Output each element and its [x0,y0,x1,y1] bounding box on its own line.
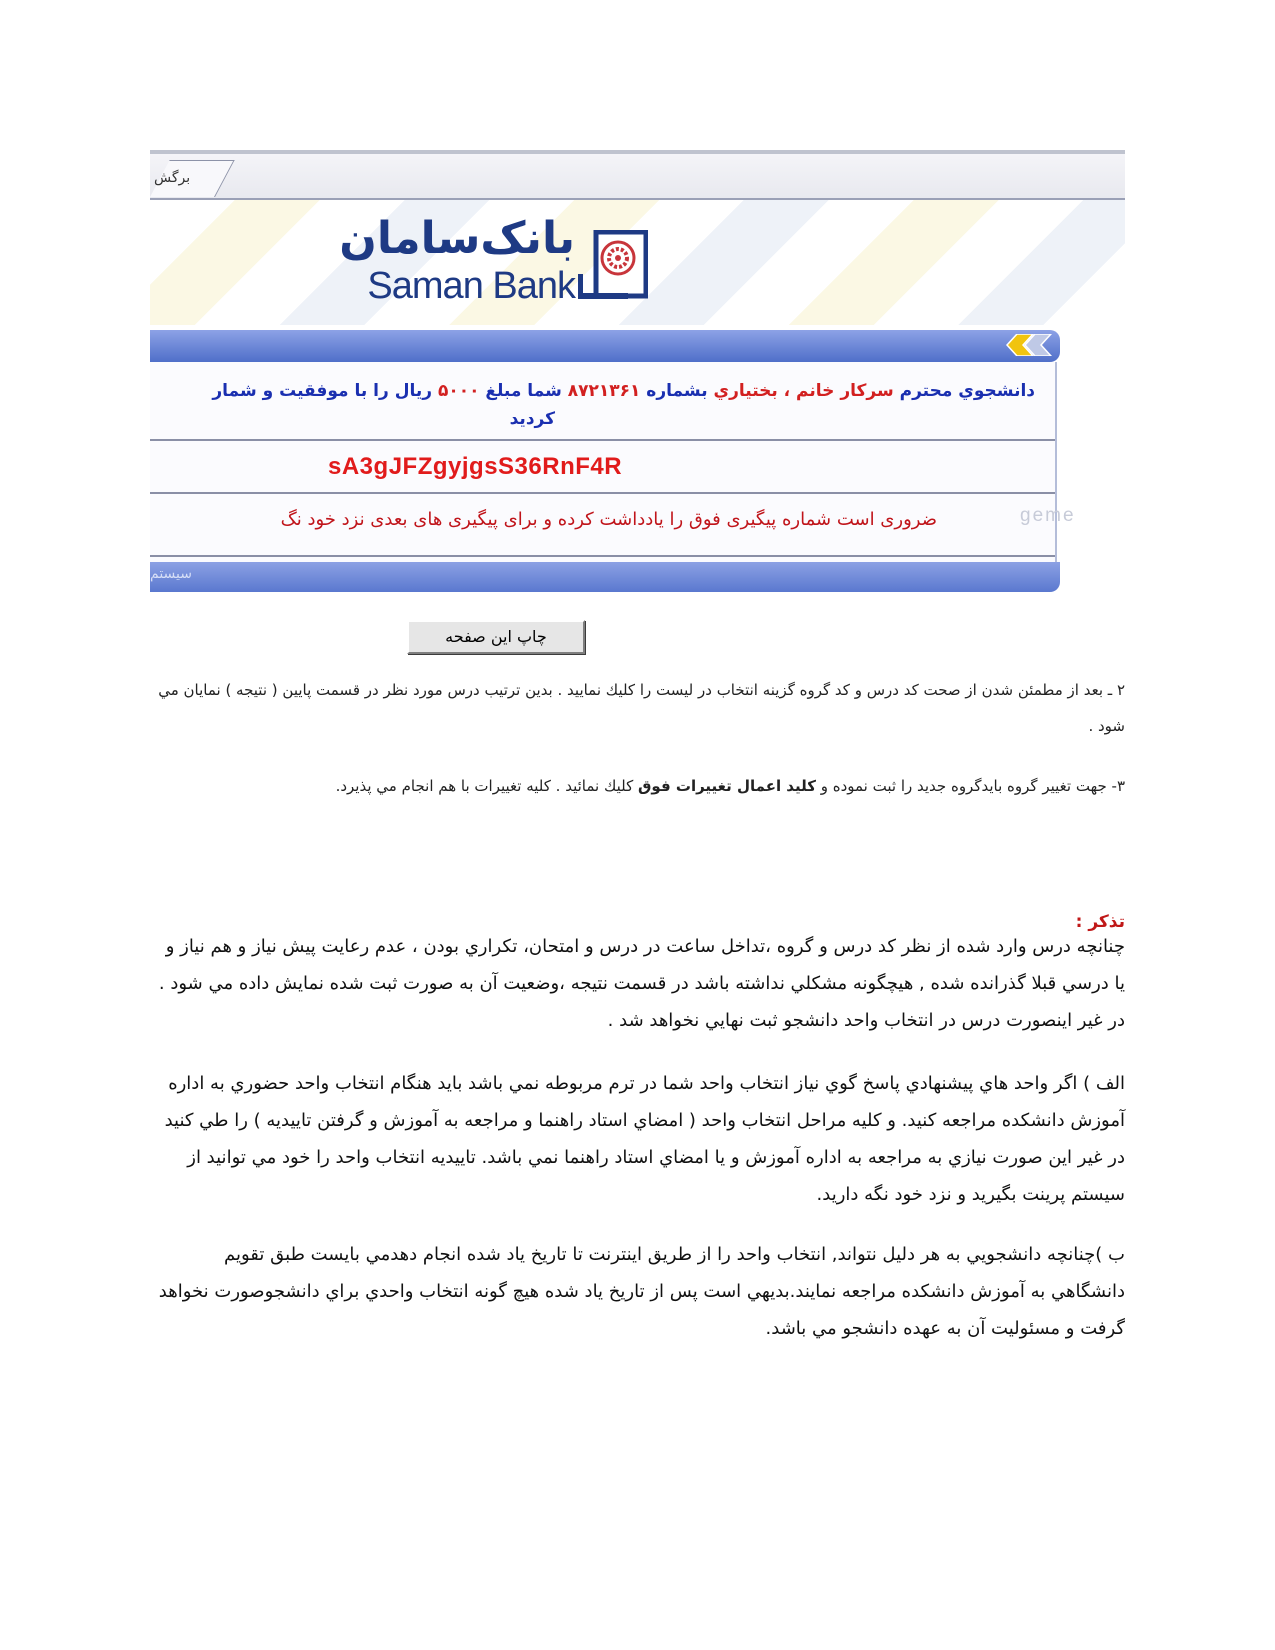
divider [150,555,1055,557]
paragraph-be: ب )چنانچه دانشجويي به هر دليل نتواند, انتخاب واحد را از طريق اينترنت تا تاريخ ياد شده انجام دهدمي بايست طبق تقويم دانشگاهي به آموزش دانشكده مراجعه نمايند.بديهي است پس از تاريخ ياد شده هيچ گونه انتخاب واحدي براي دانشجوصورت نخواهد گرفت و مسئوليت آن به عهده دانشجو مي باشد. [158,1244,1125,1339]
saman-bank-logo [339,212,820,312]
paragraph-conditions: چنانچه درس وارد شده از نظر كد درس و گروه ،تداخل ساعت در درس و امتحان، تكراري بودن ، عدم رعايت پيش نياز و هم نياز و يا درسي قبلا گذرانده شده , هيچگونه مشكلي نداشته باشد در قسمت نتيجه ،وضعيت آن به صورت ثبت شده نمايش داده مي شود . در غير اينصورت درس در انتخاب واحد دانشجو ثبت نهايي نخواهد شد . [158,936,1125,1031]
amount: ۵۰۰۰ [437,381,480,401]
paragraph-alef: الف ) اگر واحد هاي پيشنهادي پاسخ گوي نياز انتخاب واحد شما در ترم مربوطه نمي باشد بايد هنگام انتخاب واحد حضوري به اداره آموزش دانشكده مراجعه كنيد. و كليه مراحل انتخاب واحد ( امضاي استاد راهنما و مراجعه به آموزش و گرفتن تاييديه ) را طي كنيد در غير اين صورت نيازي به مراجعه به اداره آموزش و يا امضاي استاد راهنما نمي باشد. تاييديه انتخاب واحد را خود مي توانيد از سيستم پرينت بگيريد و نزد خود نگه داريد. [164,1073,1125,1205]
student-number: ۸۷۲۱۳۶۱ [567,381,641,401]
step-3-pre: ۳- جهت تغيير گروه بايدگروه جديد را ثبت نموده و [815,777,1125,795]
note-heading: تذكر : [1075,912,1125,932]
print-page-button[interactable]: چاپ اين صفحه [407,620,585,654]
footer-label: سيستم [150,566,192,582]
blue-footer-bar [150,562,1060,592]
chevron-double-left-icon [1005,334,1055,356]
saman-emblem-icon [578,230,648,300]
step-3-bold: كليد اعمال تغييرات فوق [638,777,816,795]
payment-message-line2: كرديد [509,409,555,429]
tracking-code: sA3gJFZgyjgsS36RnF4R [328,453,623,480]
tab-bar [150,154,1125,200]
msg-part-3: بشماره [640,381,714,401]
msg-part-5: شما مبلغ [479,381,568,401]
blue-title-bar [150,330,1060,362]
divider [150,492,1055,494]
msg-part-1: دانشجوي محترم [893,381,1035,401]
divider [150,439,1055,441]
step-3-post: كليك نمائيد . كليه تغييرات با هم انجام مي پذيرد. [335,777,639,795]
bank-receipt-screenshot [150,150,1125,695]
student-name: سركار خانم ، بختياري [713,381,894,401]
back-tab-label[interactable]: برگش [154,170,191,186]
step-3-text [150,768,1125,804]
logo-text-english: Saman Bank [367,265,575,307]
watermark-text: geme [1020,505,1076,526]
payment-success-message [150,378,1035,404]
step-2-text: ۲ ـ بعد از مطمئن شدن از صحت كد درس و كد گروه گزينه انتخاب در ليست را كليك نماييد . بدين ترتيب درس مورد نظر در قسمت پايين ( نتيجه ) نمايان مي شود . [158,681,1125,735]
msg-part-7: ريال را با موفقيت و شمار [212,381,438,401]
logo-text-persian: بانک‌سامان [339,213,575,264]
tracking-note: ضروری است شماره پیگیری فوق را یادداشت کرده و برای پیگیری های بعدی نزد خود نگ [280,509,937,530]
